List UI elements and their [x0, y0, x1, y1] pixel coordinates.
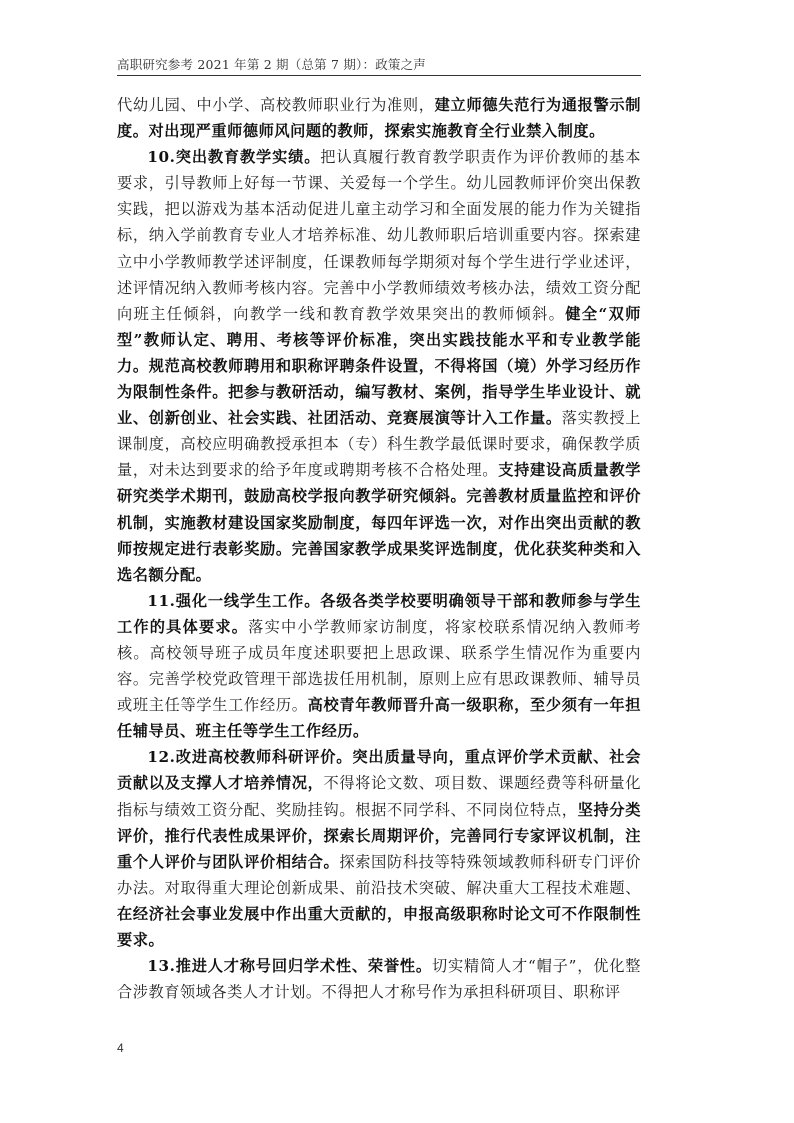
text-run: 落实中小学教师家访制度，将家校联系情况纳入教师考核。高校领导班子成员年度述职要把上思政课、联系学生情况作为重要内容。完善学校党政管理干部选拔任用机制，原则上应有思政课教师、辅导员或班主任等学生工作经历。	[117, 617, 642, 715]
text-run-bold: 建立师德失范行为通报警示制度。对出现严重师德师风问题的教师，探索实施教育全行业禁入制度。	[117, 96, 642, 141]
text-run-bold: 健全“双师型”教师认定、聘用、考核等评价标准，突出实践技能水平和专业教学能力。规范高校教师聘用和职称评聘条件设置，不得将国（境）外学习经历作为限制性条件。把参与教研活动，编写教材、案例，指导学生毕业设计、就业、创新创业、社会实践、社团活动、竞赛展演等计入工作量。	[117, 304, 641, 428]
item-heading: 13.推进人才称号回归学术性、荣誉性。	[147, 957, 432, 976]
document-body	[117, 92, 641, 1005]
text-run: 代幼儿园、中小学、高校教师职业行为准则，	[117, 96, 435, 114]
paragraph-item-11	[117, 588, 641, 745]
paragraph-item-13	[117, 953, 641, 1005]
running-header: 高职研究参考 2021 年第 2 期（总第 7 期）：政策之声	[117, 57, 427, 72]
paragraph-continuation	[117, 92, 641, 144]
text-run-bold: 支持建设高质量教学研究类学术期刊，鼓励高校学报向教学研究倾斜。完善教材质量监控和评价机制，实施教材建设国家奖励制度，每四年评选一次，对作出突出贡献的教师按规定进行表彰奖励。完善国家教学成果奖评选制度，优化获奖种类和入选名额分配。	[117, 461, 642, 584]
text-run: 不得将论文数、项目数、课题经费等科研量化指标与绩效工资分配、奖励挂钩。根据不同学科、不同岗位特点，	[117, 774, 641, 819]
text-run: 探索国防科技等特殊领域教师科研专门评价办法。对取得重大理论创新成果、前沿技术突破、解决重大工程技术难题、	[117, 852, 642, 897]
paragraph-item-10	[117, 144, 641, 588]
text-run-bold: 在经济社会事业发展中作出重大贡献的，申报高级职称时论文可不作限制性要求。	[117, 904, 641, 949]
text-run: 把认真履行教育教学职责作为评价教师的基本要求，引导教师上好每一节课、关爱每一个学生。幼儿园教师评价突出保教实践，把以游戏为基本活动促进儿童主动学习和全面发展的能力作为关键指标，纳入学前教育专业人才培养标准、幼儿教师职后培训重要内容。探索建立中小学教师教学述评制度，任课教师每学期须对每个学生进行学业述评，述评情况纳入教师考核内容。完善中小学教师绩效考核办法，绩效工资分配向班主任倾斜，向教学一线和教育教学效果突出的教师倾斜。	[117, 148, 642, 323]
text-run-bold: 坚持分类评价，推行代表性成果评价，探索长周期评价，完善同行专家评议机制，注重个人评价与团队评价相结合。	[117, 800, 641, 871]
item-heading: 12.改进高校教师科研评价。突出质量导向，重点评价学术贡献、社会贡献以及支撑人才培养情况，	[117, 748, 641, 793]
paragraph-item-12	[117, 744, 641, 953]
header-divider	[117, 75, 641, 76]
text-run: 落实教授上课制度，高校应明确教授承担本（专）科生教学最低课时要求，确保教学质量，对未达到要求的给予年度或聘期考核不合格处理。	[117, 409, 642, 480]
text-run-bold: 高校青年教师晋升高一级职称，至少须有一年担任辅导员、班主任等学生工作经历。	[117, 696, 641, 741]
text-run: 切实精简人才“帽子”，优化整合涉教育领域各类人才计划。不得把人才称号作为承担科研项目、职称评	[117, 957, 642, 1002]
item-heading: 10.突出教育教学实绩。	[147, 148, 321, 167]
item-heading: 11.强化一线学生工作。各级各类学校要明确领导干部和教师参与学生工作的具体要求。	[117, 591, 641, 636]
page-number: 4	[117, 1041, 124, 1055]
